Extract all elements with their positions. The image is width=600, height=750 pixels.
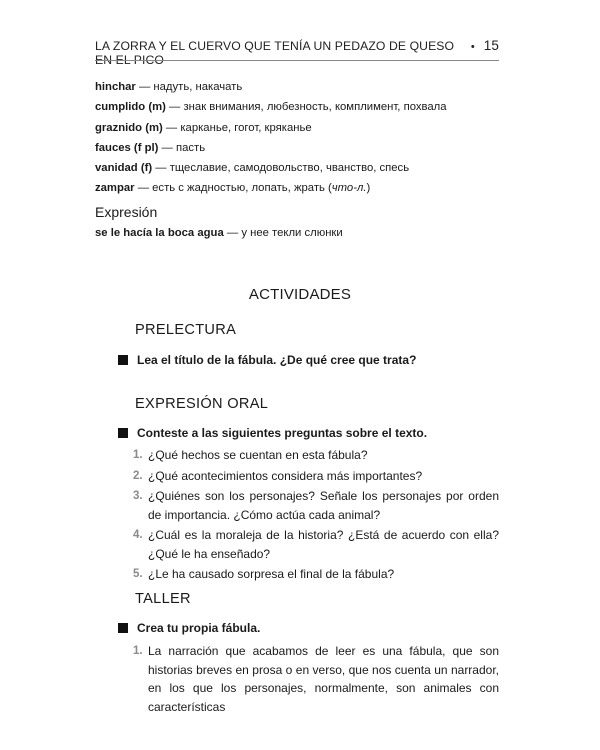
vocab-def: тщеславие, самодовольство, чванство, спесь (169, 162, 410, 175)
list-item (133, 526, 499, 563)
vocab-def-tail: ) (366, 182, 371, 195)
square-bullet-icon (118, 355, 128, 365)
vocab-sep: — (158, 141, 176, 154)
activities-title: ACTIVIDADES (248, 286, 352, 303)
list-item (133, 565, 499, 584)
item-number: 3. (133, 490, 143, 502)
item-number: 2. (133, 469, 143, 482)
vocab-sep: — (162, 121, 181, 134)
item-text: ¿Cuál es la moraleja de la historia? ¿Está de acuerdo con ella? ¿Qué le ha enseñado? (148, 528, 499, 561)
expresion-oral-instruction-text: Conteste a las siguientes preguntas sobre el texto. (137, 426, 428, 440)
vocab-sep: — (135, 81, 154, 93)
vocab-def: есть с жадностью, лопать, жрать ( (152, 182, 332, 195)
list-item (133, 642, 499, 716)
expresion-oral-heading: EXPRESIÓN ORAL (135, 396, 269, 412)
vocab-entry (95, 77, 505, 97)
running-title: LA ZORRA Y EL CUERVO QUE TENÍA UN PEDAZO DE QUESO EN EL PICO (95, 39, 455, 67)
taller-instruction-text: Crea tu propia fábula. (137, 621, 261, 635)
list-item (133, 487, 499, 524)
list-item (133, 446, 499, 465)
vocab-sep: — (152, 162, 170, 175)
vocab-term: zampar (95, 182, 135, 195)
vocab-term: cumplido (m) (95, 101, 166, 114)
vocab-term: vanidad (f) (95, 162, 153, 175)
square-bullet-icon (118, 428, 128, 438)
expression-def: у нее текли слюнки (241, 227, 343, 239)
vocab-def: карканье, гогот, кряканье (180, 121, 312, 134)
item-number: 1. (133, 449, 143, 461)
item-number: 4. (133, 529, 143, 541)
vocab-entry (95, 118, 505, 138)
vocab-entry (95, 158, 505, 178)
expresion-oral-instruction (118, 426, 427, 440)
taller-list (133, 642, 499, 716)
item-number: 5. (133, 568, 143, 580)
prelectura-instruction (118, 353, 416, 367)
prelectura-instruction-text: Lea el título de la fábula. ¿De qué cree que trata? (137, 353, 417, 367)
vocab-entry (95, 178, 505, 198)
prelectura-heading: PRELECTURA (135, 322, 237, 338)
item-number: 1. (133, 645, 143, 657)
vocab-def: надуть, накачать (153, 81, 243, 93)
taller-instruction (118, 621, 260, 635)
expression-heading: Expresión (95, 204, 158, 220)
item-text: ¿Qué acontecimientos considera más importantes? (148, 468, 423, 483)
expression-entry (95, 227, 343, 239)
vocab-entry (95, 97, 505, 117)
vocabulary-list (95, 77, 505, 199)
running-header (95, 38, 499, 67)
vocab-def: знак внимания, любезность, комплимент, похвала (183, 101, 447, 114)
vocab-term: fauces (f pl) (95, 141, 159, 154)
header-bullet: • (470, 41, 475, 53)
vocab-sep: — (134, 182, 153, 195)
vocab-def-italic: что-л. (331, 182, 367, 195)
questions-list (133, 446, 499, 586)
item-text: ¿Le ha causado sorpresa el final de la fábula? (148, 567, 395, 581)
item-text: La narración que acabamos de leer es una fábula, que son historias breves en prosa o en verso, que nos cuenta un narrador, en los que los personajes, normalmente, son animales con características (148, 644, 499, 714)
vocab-term: hinchar (95, 81, 136, 93)
page-number: 15 (483, 38, 499, 53)
vocab-term: graznido (m) (95, 121, 163, 134)
item-text: ¿Quiénes son los personajes? Señale los personajes por orden de importancia. ¿Cómo actúa cada animal? (148, 489, 499, 522)
taller-heading: TALLER (135, 591, 191, 607)
vocab-sep: — (165, 101, 184, 114)
expression-sep: — (223, 227, 242, 239)
header-rule (95, 60, 499, 61)
vocab-def: пасть (175, 141, 206, 154)
vocab-entry (95, 138, 505, 158)
list-item (133, 467, 499, 486)
square-bullet-icon (118, 623, 128, 633)
item-text: ¿Qué hechos se cuentan en esta fábula? (148, 448, 368, 462)
expression-term: se le hacía la boca agua (95, 227, 224, 239)
